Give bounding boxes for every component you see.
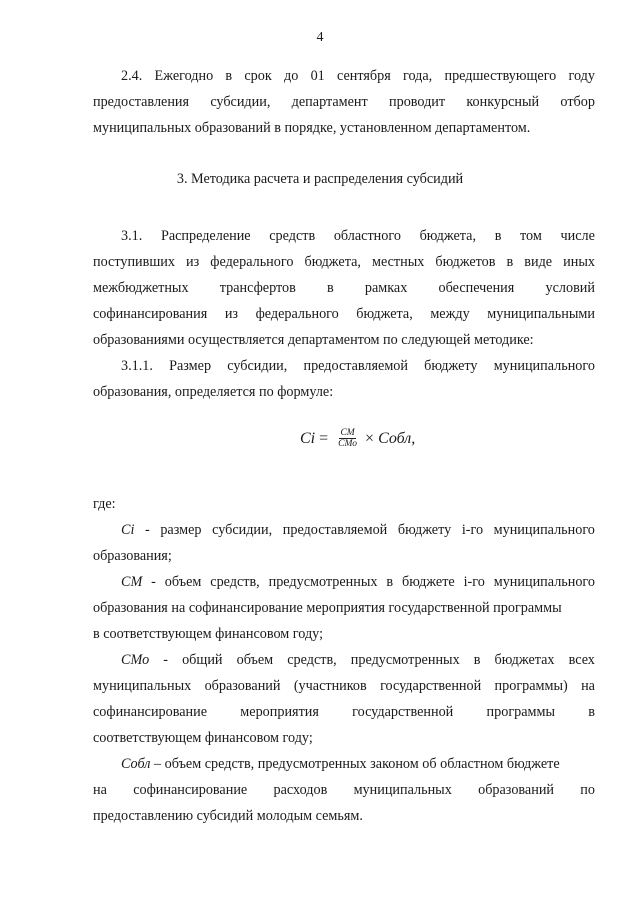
- word: бюджету: [397, 522, 452, 538]
- word: 3.1.1.: [121, 358, 153, 374]
- word: бюджета,: [419, 228, 477, 244]
- word: Размер: [169, 358, 212, 374]
- text-line: образования на софинансирование мероприятия государственной программы: [93, 600, 562, 616]
- word: году: [568, 68, 595, 84]
- word: расходов: [273, 782, 328, 798]
- text-line: [93, 572, 595, 592]
- word: в: [506, 254, 514, 270]
- word: софинансирование: [133, 782, 248, 798]
- word: бюджета,: [304, 254, 361, 270]
- word: образований: [478, 782, 554, 798]
- word: объем: [236, 652, 274, 668]
- text-line: [93, 278, 595, 298]
- word: бюджете: [401, 574, 455, 590]
- word: общий: [182, 652, 223, 668]
- definition-text: – объем средств, предусмотренных законом об областном бюджете: [153, 756, 560, 772]
- text-line: образования, определяется по формуле:: [93, 384, 334, 400]
- word: предусмотренных: [350, 652, 460, 668]
- text-line: [93, 356, 595, 376]
- text-line: [93, 702, 595, 722]
- word: объем: [164, 574, 202, 590]
- word: Распределение: [160, 228, 251, 244]
- definition-term: СМо: [121, 652, 150, 668]
- word: 3.1.: [121, 228, 143, 244]
- word: отбор: [560, 94, 595, 110]
- word: средств,: [287, 652, 337, 668]
- word: до: [284, 68, 299, 84]
- word: межбюджетных: [93, 280, 189, 296]
- word: муниципального: [493, 574, 595, 590]
- text-line: [93, 780, 595, 800]
- word: областного: [333, 228, 401, 244]
- word: программы): [494, 678, 568, 694]
- word: в: [225, 68, 233, 84]
- text-line: [93, 676, 595, 696]
- text-line: образованиями осуществляется департаментом по следующей методике:: [93, 332, 534, 348]
- word: образований: [204, 678, 281, 694]
- text-line: [93, 304, 595, 324]
- text-line: [93, 520, 595, 540]
- word: -: [163, 652, 168, 668]
- word: сентября: [337, 68, 391, 84]
- word: государственной: [380, 678, 482, 694]
- text-line: муниципальных образований в порядке, установленном департаментом.: [93, 120, 531, 136]
- word: размер: [160, 522, 202, 538]
- word: (участников: [293, 678, 367, 694]
- formula-rhs: Собл,: [378, 429, 416, 447]
- word: софинансирования: [93, 306, 208, 322]
- word: государственной: [352, 704, 454, 720]
- word: том: [520, 228, 542, 244]
- word: бюджетов: [435, 254, 496, 270]
- word: поступивших: [93, 254, 175, 270]
- word: срок: [244, 68, 272, 84]
- word: иных: [563, 254, 595, 270]
- word: средств: [269, 228, 316, 244]
- word: субсидии,: [212, 522, 273, 538]
- word: на: [581, 678, 595, 694]
- word: 01: [310, 68, 325, 84]
- word: предоставляемой: [303, 358, 408, 374]
- word: муниципального: [493, 358, 595, 374]
- word: софинансирование: [93, 704, 208, 720]
- word: в: [494, 228, 502, 244]
- formula-fraction: [338, 428, 357, 449]
- text-line: [93, 252, 595, 272]
- word: в: [473, 652, 481, 668]
- word: Ежегодно: [154, 68, 214, 84]
- word: i-го: [463, 574, 485, 590]
- word: по: [580, 782, 595, 798]
- word: в: [326, 280, 334, 296]
- word: бюджета,: [356, 306, 413, 322]
- text-line: [93, 92, 595, 112]
- word: предшествующего: [444, 68, 557, 84]
- text-line: соответствующем финансовом году;: [93, 730, 313, 746]
- word: федерального: [210, 254, 294, 270]
- word: проводит: [389, 94, 446, 110]
- word: муниципальными: [487, 306, 595, 322]
- word: -: [151, 574, 156, 590]
- section-heading: 3. Методика расчета и распределения субсидий: [176, 171, 464, 187]
- word: трансфертов: [219, 280, 296, 296]
- text-line: [93, 754, 595, 774]
- word: рамках: [364, 280, 408, 296]
- word: мероприятия: [240, 704, 319, 720]
- word: из: [186, 254, 200, 270]
- word: предоставления: [93, 94, 190, 110]
- definition-term: СМ: [121, 574, 143, 590]
- word: в: [386, 574, 394, 590]
- text-line: образования;: [93, 548, 172, 564]
- word: из: [224, 306, 239, 322]
- word: муниципальных: [353, 782, 452, 798]
- subsidy-formula: [300, 428, 415, 449]
- word: бюджетах: [494, 652, 555, 668]
- word: обеспечения: [438, 280, 515, 296]
- word: предоставляемой: [282, 522, 388, 538]
- text-line: [93, 650, 595, 670]
- word: субсидии,: [227, 358, 288, 374]
- formula-equals: =: [319, 429, 329, 447]
- word: на: [93, 782, 107, 798]
- word: федерального: [255, 306, 339, 322]
- text-line: [93, 66, 595, 86]
- word: департамент: [291, 94, 368, 110]
- word: предусмотренных: [268, 574, 378, 590]
- definition-term: Ci: [121, 522, 135, 538]
- formula-lhs: Ci: [300, 429, 316, 447]
- word: конкурсный: [466, 94, 540, 110]
- word: всех: [568, 652, 595, 668]
- definition-term: Собл: [121, 756, 151, 772]
- word: 2.4.: [121, 68, 143, 84]
- word: числе: [560, 228, 595, 244]
- where-label: где:: [93, 496, 116, 512]
- word: бюджету: [424, 358, 478, 374]
- word: в: [588, 704, 595, 720]
- word: муниципальных: [93, 678, 192, 694]
- word: условий: [545, 280, 595, 296]
- word: года,: [403, 68, 433, 84]
- formula-denominator: СМо: [338, 439, 358, 449]
- text-line: [93, 226, 595, 246]
- formula-times: ×: [365, 429, 375, 447]
- page-number: 4: [316, 30, 324, 45]
- text-line: в соответствующем финансовом году;: [93, 626, 324, 642]
- word: -: [145, 522, 150, 538]
- word: субсидии,: [210, 94, 271, 110]
- word: средств,: [210, 574, 260, 590]
- word: программы: [486, 704, 556, 720]
- word: муниципального: [493, 522, 595, 538]
- text-line: предоставлению субсидий молодым семьям.: [93, 808, 363, 824]
- word: виде: [524, 254, 553, 270]
- word: местных: [372, 254, 425, 270]
- word: i-го: [461, 522, 484, 538]
- word: между: [430, 306, 470, 322]
- formula-numerator: СМ: [340, 428, 355, 438]
